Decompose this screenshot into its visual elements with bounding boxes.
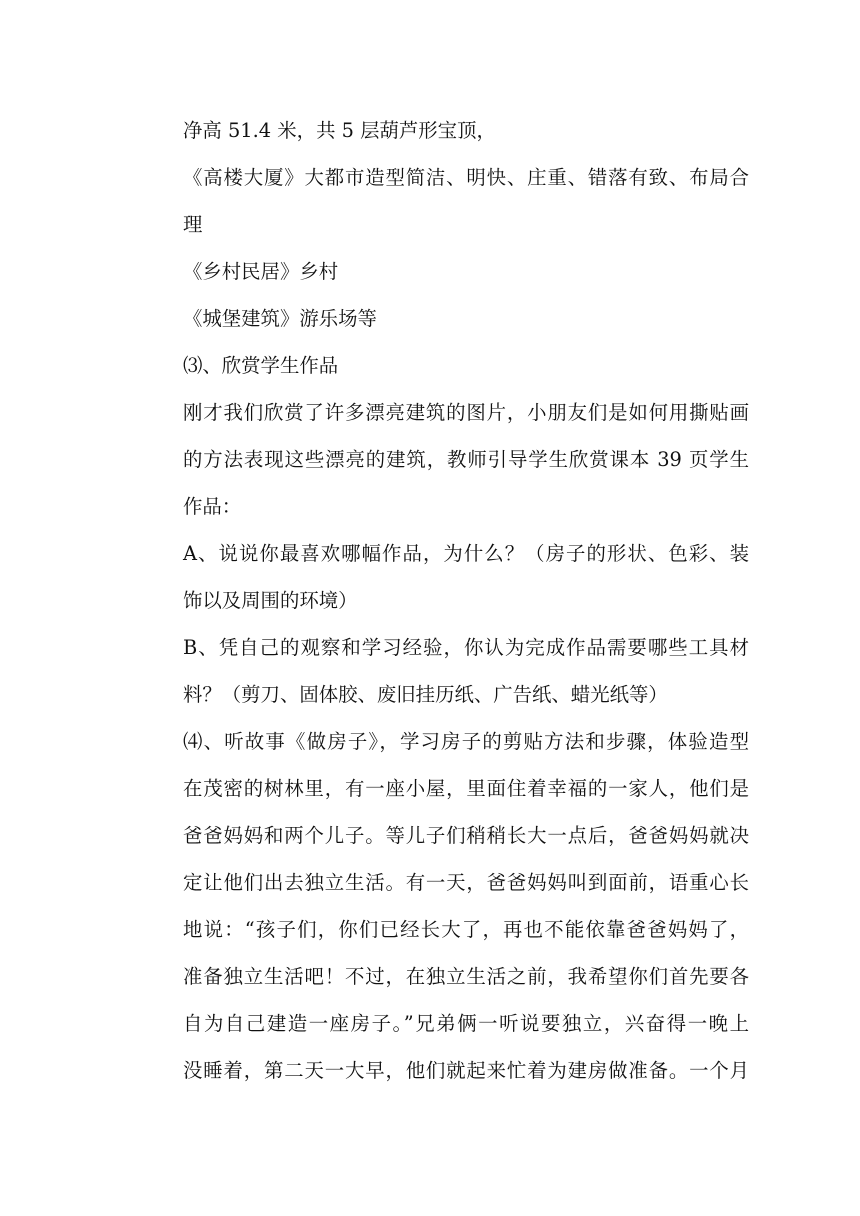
text-line: 准备独立生活吧！不过，在独立生活之前，我希望你们首先要各 <box>183 965 749 988</box>
text-line: B、凭自己的观察和学习经验，你认为完成作品需要哪些工具材 <box>183 636 749 659</box>
body-text <box>183 107 749 1094</box>
text-line: 作品： <box>183 495 242 518</box>
text-line: 的方法表现这些漂亮的建筑，教师引导学生欣赏课本 39 页学生 <box>183 448 749 471</box>
text-line: 《城堡建筑》游乐场等 <box>183 307 377 330</box>
text-line: 净高 51.4 米，共 5 层葫芦形宝顶， <box>183 119 496 142</box>
text-line: 爸爸妈妈和两个儿子。等儿子们稍稍长大一点后，爸爸妈妈就决 <box>183 824 749 847</box>
text-line: 自为自己建造一座房子。”兄弟俩一听说要独立，兴奋得一晚上 <box>183 1012 749 1035</box>
text-line: 《乡村民居》乡村 <box>183 260 339 283</box>
text-line: 理 <box>183 213 203 236</box>
section-heading: ⑷、听故事《做房子》，学习房子的剪贴方法和步骤，体验造型 <box>183 730 749 753</box>
text-line: A、说说你最喜欢哪幅作品，为什么？（房子的形状、色彩、装 <box>183 542 749 565</box>
text-line: 没睡着，第二天一大早，他们就起来忙着为建房做准备。一个月 <box>183 1059 749 1082</box>
section-heading: ⑶、欣赏学生作品 <box>183 354 339 377</box>
text-line: 刚才我们欣赏了许多漂亮建筑的图片，小朋友们是如何用撕贴画 <box>183 401 749 424</box>
text-line: 《高楼大厦》大都市造型简洁、明快、庄重、错落有致、布局合 <box>183 166 749 189</box>
text-line: 地说：“孩子们，你们已经长大了，再也不能依靠爸爸妈妈了， <box>183 918 749 941</box>
text-line: 定让他们出去独立生活。有一天，爸爸妈妈叫到面前，语重心长 <box>183 871 749 894</box>
text-line: 在茂密的树林里，有一座小屋，里面住着幸福的一家人，他们是 <box>183 777 749 800</box>
text-line: 料？（剪刀、固体胶、废旧挂历纸、广告纸、蜡光纸等） <box>183 683 668 706</box>
text-line: 饰以及周围的环境） <box>183 589 358 612</box>
